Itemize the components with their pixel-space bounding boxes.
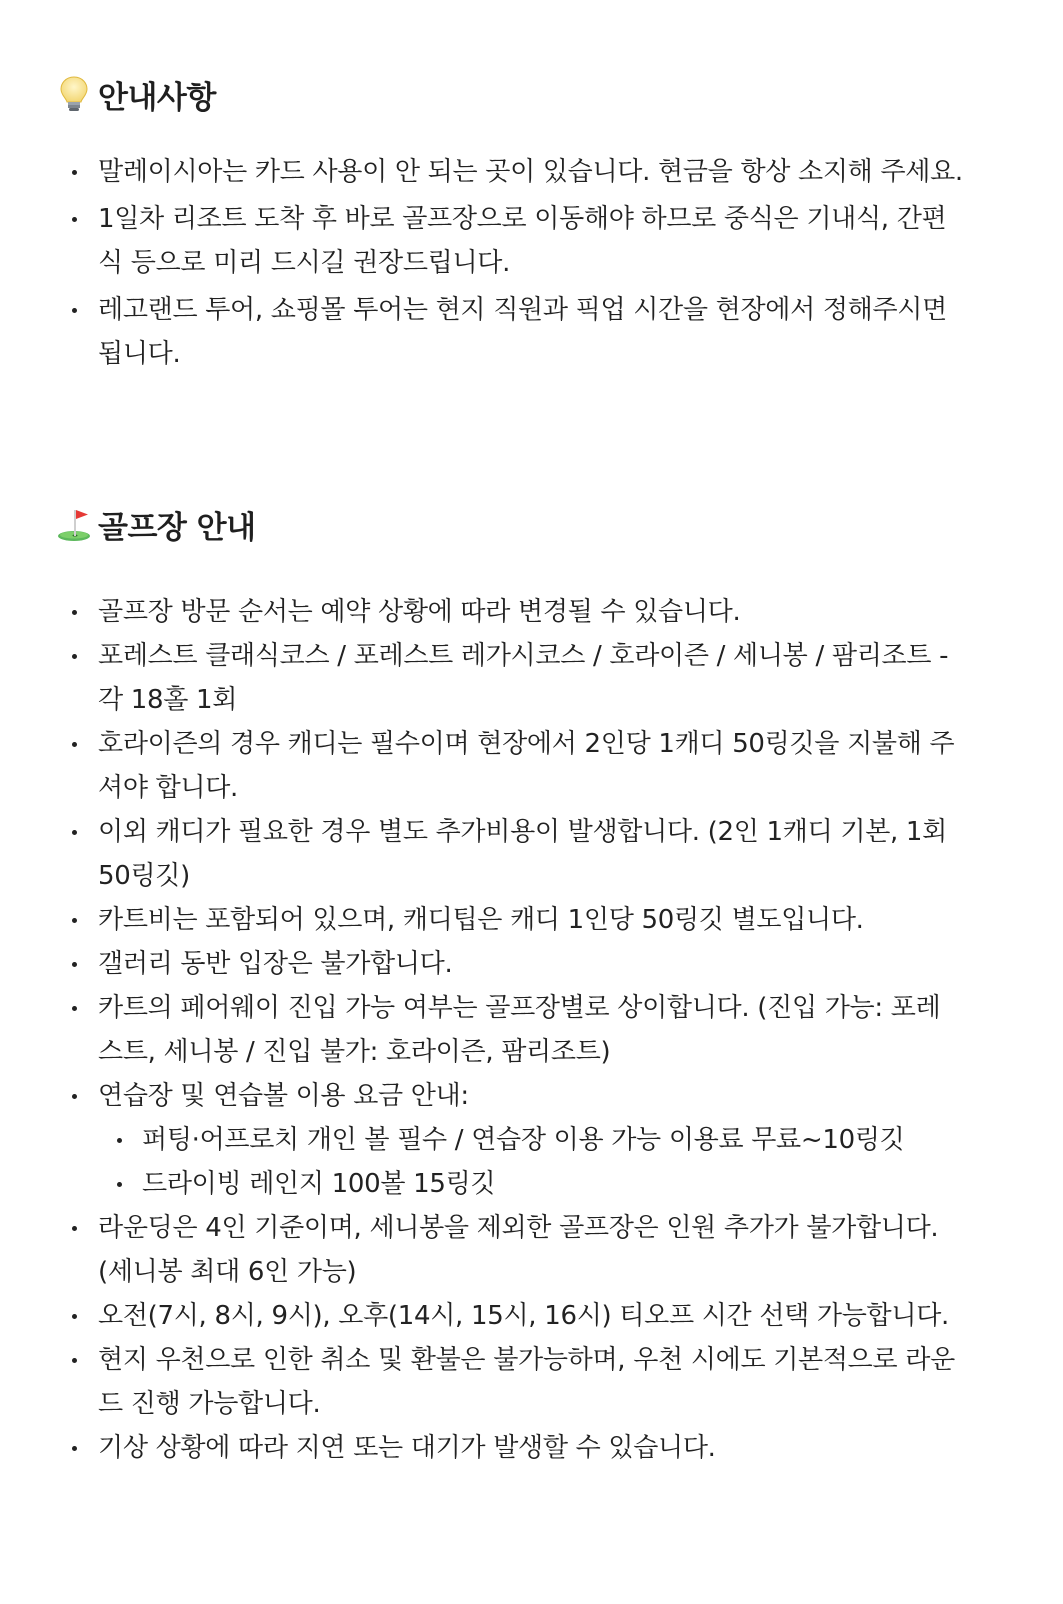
notice-list <box>0 150 1063 376</box>
list-item: 말레이시아는 카드 사용이 안 되는 곳이 있습니다. 현금을 항상 소지해 주세요. <box>0 150 1063 194</box>
list-item-practice <box>0 1074 1063 1206</box>
list-item: 카트비는 포함되어 있으며, 캐디팁은 캐디 1인당 50링깃 별도입니다. <box>0 898 1063 942</box>
practice-label: 연습장 및 연습볼 이용 요금 안내: <box>98 1081 469 1111</box>
list-item: 라운딩은 4인 기준이며, 세니봉을 제외한 골프장은 인원 추가가 불가합니다. (세니봉 최대 6인 가능) <box>0 1206 1063 1294</box>
notice-heading <box>56 70 216 118</box>
list-item: 1일차 리조트 도착 후 바로 골프장으로 이동해야 하므로 중식은 기내식, 간편식 등으로 미리 드시길 권장드립니다. <box>0 197 1063 285</box>
list-item: 오전(7시, 8시, 9시), 오후(14시, 15시, 16시) 티오프 시간 선택 가능합니다. <box>0 1294 1063 1338</box>
sub-list-item: 드라이빙 레인지 100볼 15링깃 <box>98 1162 963 1206</box>
list-item: 기상 상황에 따라 지연 또는 대기가 발생할 수 있습니다. <box>0 1426 1063 1470</box>
sub-list-item: 퍼팅·어프로치 개인 볼 필수 / 연습장 이용 가능 이용료 무료~10링깃 <box>98 1118 963 1162</box>
notice-title: 안내사항 <box>98 79 216 116</box>
list-item: 레고랜드 투어, 쇼핑몰 투어는 현지 직원과 픽업 시간을 현장에서 정해주시면 됩니다. <box>0 288 1063 376</box>
golf-flag-icon <box>56 504 92 544</box>
list-item: 카트의 페어웨이 진입 가능 여부는 골프장별로 상이합니다. (진입 가능: 포레스트, 세니봉 / 진입 불가: 호라이즌, 팜리조트) <box>0 986 1063 1074</box>
list-item: 현지 우천으로 인한 취소 및 환불은 불가능하며, 우천 시에도 기본적으로 라운드 진행 가능합니다. <box>0 1338 1063 1426</box>
list-item: 갤러리 동반 입장은 불가합니다. <box>0 942 1063 986</box>
golf-heading <box>56 500 256 548</box>
lightbulb-icon <box>56 74 92 114</box>
list-item: 포레스트 클래식코스 / 포레스트 레가시코스 / 호라이즌 / 세니봉 / 팜리조트 - 각 18홀 1회 <box>0 634 1063 722</box>
practice-sub-list <box>98 1118 963 1206</box>
list-item: 이외 캐디가 필요한 경우 별도 추가비용이 발생합니다. (2인 1캐디 기본, 1회 50링깃) <box>0 810 1063 898</box>
golf-title: 골프장 안내 <box>98 509 256 546</box>
golf-list <box>0 590 1063 1470</box>
list-item: 골프장 방문 순서는 예약 상황에 따라 변경될 수 있습니다. <box>0 590 1063 634</box>
list-item: 호라이즌의 경우 캐디는 필수이며 현장에서 2인당 1캐디 50링깃을 지불해 주셔야 합니다. <box>0 722 1063 810</box>
